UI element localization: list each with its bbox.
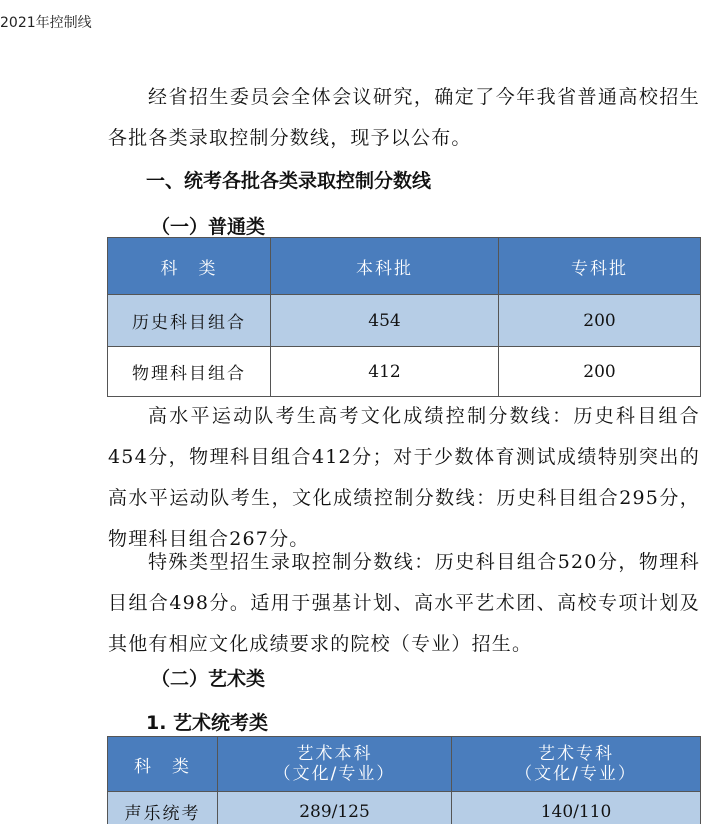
- associate-score: 200: [499, 347, 701, 397]
- row-label: 历史科目组合: [108, 295, 271, 347]
- general-category-heading: （一）普通类: [151, 216, 266, 238]
- row-label: 物理科目组合: [108, 347, 271, 397]
- header-art-bachelor-line1: 艺术本科: [296, 744, 373, 764]
- bachelor-score: 412: [271, 347, 499, 397]
- table-header-row: [108, 238, 701, 295]
- header-art-associate-line2: （文化/专业）: [515, 764, 637, 784]
- associate-score: 200: [499, 295, 701, 347]
- intro-paragraph: 经省招生委员会全体会议研究，确定了今年我省普通高校招生各批各类录取控制分数线，现予以公布。: [108, 86, 700, 149]
- header-category: 科 类: [108, 238, 271, 295]
- athlete-note-paragraph: 高水平运动队考生高考文化成绩控制分数线：历史科目组合454分，物理科目组合412分；对于少数体育测试成绩特别突出的高水平运动队考生，文化成绩控制分数线：历史科目组合295分，物理科目组合267分。: [108, 405, 700, 550]
- table-header-row: [108, 737, 701, 792]
- art-exam-subheading: 1. 艺术统考类: [146, 712, 269, 734]
- art-category-heading: （二）艺术类: [151, 668, 266, 690]
- header-art-bachelor-line2: （文化/专业）: [273, 764, 396, 784]
- header-art-bachelor: [218, 737, 452, 792]
- header-art-associate: [452, 737, 701, 792]
- page-title: 2021年控制线: [0, 15, 92, 31]
- row-label: 声乐统考: [108, 792, 218, 824]
- art-associate-score: 140/110: [452, 792, 701, 824]
- bachelor-score: 454: [271, 295, 499, 347]
- header-bachelor: 本科批: [271, 238, 499, 295]
- table-row: [108, 347, 701, 397]
- header-associate: 专科批: [499, 238, 701, 295]
- section-heading: 一、统考各批各类录取控制分数线: [146, 170, 432, 192]
- art-bachelor-score: 289/125: [218, 792, 452, 824]
- art-score-table: [107, 736, 701, 824]
- table-row: [108, 295, 701, 347]
- special-admission-paragraph: 特殊类型招生录取控制分数线：历史科目组合520分，物理科目组合498分。适用于强基计划、高水平艺术团、高校专项计划及其他有相应文化成绩要求的院校（专业）招生。: [108, 551, 700, 655]
- header-art-associate-line1: 艺术专科: [538, 744, 614, 764]
- general-score-table: [107, 237, 701, 397]
- header-category: 科 类: [108, 737, 218, 792]
- table-row: [108, 792, 701, 824]
